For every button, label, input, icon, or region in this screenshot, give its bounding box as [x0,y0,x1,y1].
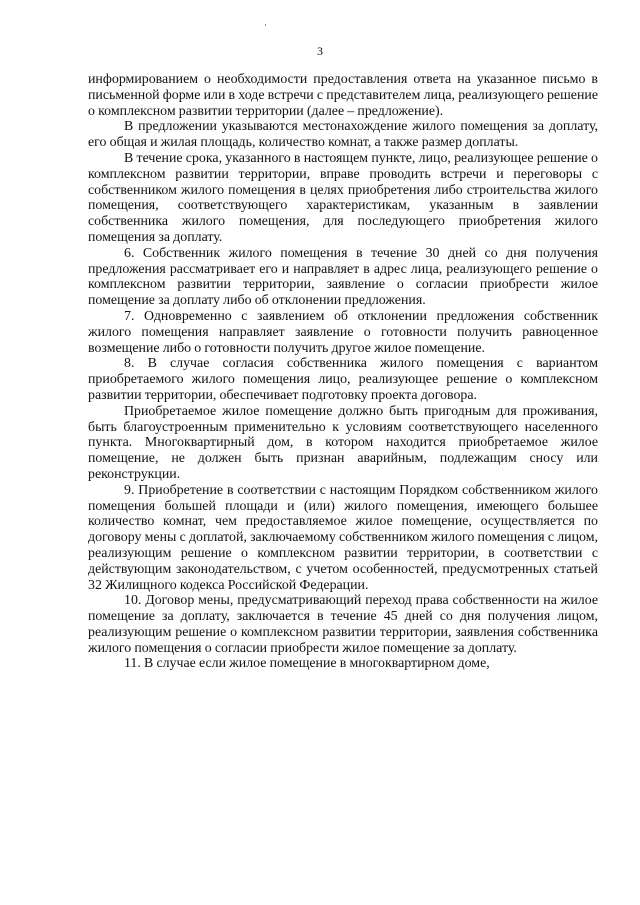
paragraph-clause-9: 9. Приобретение в соответствии с настоящим Порядком собственником жилого помещения большей площади и (или) жилого помещения, имеющего большее количество комнат, чем предоставляемое жилое помещение, осуществляется по договору мены с доплатой, заключаемому собственником жилого помещения с лицом, реализующим решение о комплексном развитии территории, в соответствии с действующим законодательством, с учетом особенностей, предусмотренных статьей 32 Жилищного кодекса Российской Федерации. [88,482,598,593]
page-number: 3 [317,44,323,58]
paragraph-clause-7: 7. Одновременно с заявлением об отклонении предложения собственник жилого помещения направляет заявление о готовности получить равноценное возмещение либо о готовности получить другое жилое помещение. [88,308,598,356]
document-body [88,72,598,672]
paragraph-clause-11: 11. В случае если жилое помещение в многоквартирном доме, [124,656,490,672]
scan-mark [265,24,266,26]
paragraph-clause-8: 8. В случае согласия собственника жилого помещения с вариантом приобретаемого жилого помещения лицо, реализующее решение о комплексном развитии территории, обеспечивает подготовку проекта договора. [88,356,598,403]
paragraph-continuation: информированием о необходимости предоставления ответа на указанное письмо в письменной форме или в ходе встречи с представителем лица, реализующего решение о комплексном развитии территории (далее – предложение). [88,72,598,119]
paragraph-proposal-contents: В предложении указываются местонахождение жилого помещения за доплату, его общая и жилая площадь, количество комнат, а также размер доплаты. [88,119,598,151]
paragraph-negotiation-period: В течение срока, указанного в настоящем пункте, лицо, реализующее решение о комплексном развитии территории, вправе проводить встречи и переговоры с собственником жилого помещения в целях приобретения либо строительства жилого помещения, соответствующего характеристикам, указанным в заявлении собственника жилого помещения, для последующего приобретения жилого помещения за доплату. [88,150,598,245]
paragraph-housing-requirements: Приобретаемое жилое помещение должно быть пригодным для проживания, быть благоустроенным применительно к условиям соответствующего населенного пункта. Многоквартирный дом, в котором находится приобретаемое жилое помещение, не должен быть признан аварийным, подлежащим сносу или реконструкции. [88,403,598,482]
paragraph-clause-6: 6. Собственник жилого помещения в течение 30 дней со дня получения предложения рассматривает его и направляет в адрес лица, реализующего решение о комплексном развитии территории, заявление о согласии приобрести жилое помещение за доплату либо об отклонении предложения. [88,245,598,309]
paragraph-clause-10: 10. Договор мены, предусматривающий переход права собственности на жилое помещение за доплату, заключается в течение 45 дней со дня получения лицом, реализующим решение о комплексном развитии территории, заявления собственника жилого помещения о согласии приобрести жилое помещение за доплату. [88,593,598,656]
